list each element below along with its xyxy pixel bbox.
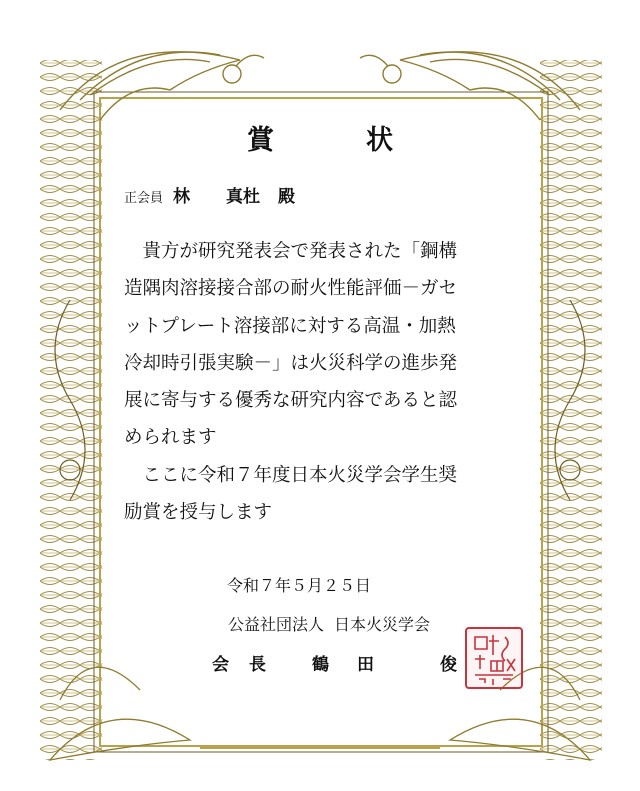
recipient-honorific: 殿 bbox=[278, 187, 296, 207]
recipient-role: 正会員 bbox=[124, 191, 164, 206]
citation-line: ここに令和７年度日本火災学会学生奨 bbox=[124, 464, 458, 486]
citation-line: められます bbox=[124, 427, 217, 449]
signer-title-char-1: 会 bbox=[212, 655, 229, 675]
title-char-1: 賞 bbox=[247, 125, 274, 156]
signer-given-name: 俊 bbox=[440, 655, 457, 675]
recipient-name-part-2: 真杜 bbox=[226, 187, 261, 207]
certificate-title bbox=[0, 118, 640, 157]
citation-line: 造隅肉溶接接合部の耐火性能評価－ガセ bbox=[124, 278, 458, 300]
organization-type: 公益社団法人 bbox=[228, 615, 325, 634]
citation-line: ットプレート溶接部に対する高温・加熱 bbox=[124, 315, 456, 337]
recipient-line bbox=[124, 182, 295, 207]
seal-glyph-icon bbox=[467, 629, 521, 687]
signer-line bbox=[212, 650, 457, 675]
official-seal-stamp bbox=[465, 627, 523, 689]
organization-name: 日本火災学会 bbox=[334, 615, 431, 634]
citation-line: 貴方が研究発表会で発表された「鋼構 bbox=[124, 241, 458, 262]
recipient-name-part-1: 林 bbox=[173, 187, 191, 207]
signer-title-char-2: 長 bbox=[249, 655, 266, 675]
title-char-2: 状 bbox=[366, 125, 393, 156]
citation-line: 励賞を授与します bbox=[124, 502, 273, 524]
citation-body bbox=[124, 233, 534, 531]
award-date: 令和７年５月２５日 bbox=[227, 576, 372, 595]
issuing-organization bbox=[228, 612, 430, 635]
signer-surname-char-2: 田 bbox=[357, 655, 374, 675]
citation-line: 展に寄与する優秀な研究内容であると認 bbox=[124, 390, 458, 412]
signer-surname-char-1: 鶴 bbox=[312, 655, 329, 675]
citation-line: 冷却時引張実験－」は火災科学の進歩発 bbox=[124, 352, 458, 374]
